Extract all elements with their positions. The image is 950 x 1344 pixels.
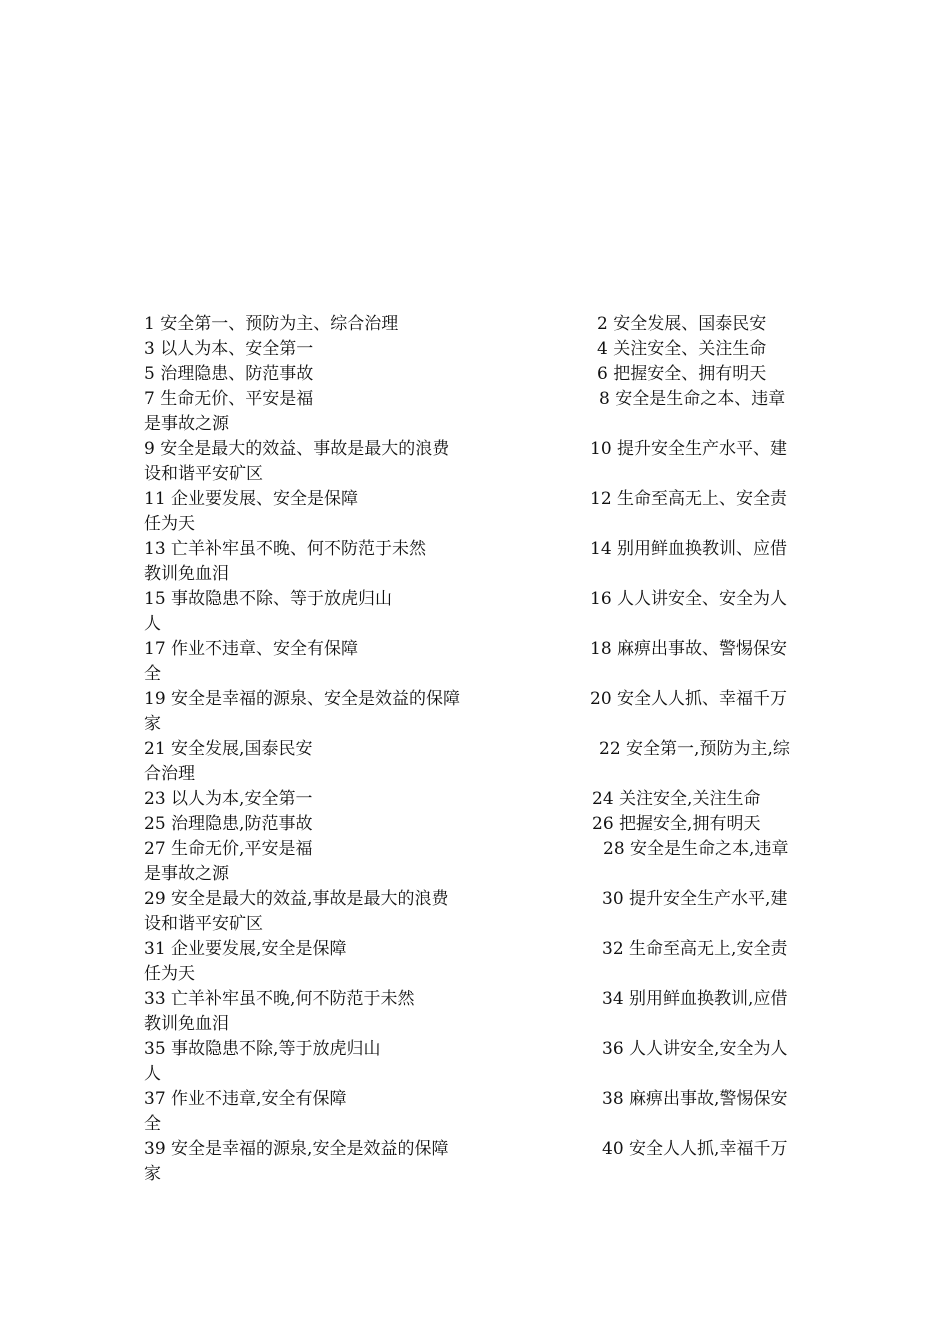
line-left-text: 23 以人为本,安全第一	[144, 789, 313, 809]
line-left-text: 3 以人为本、安全第一	[144, 339, 314, 359]
line-left-text: 39 安全是幸福的源泉,安全是效益的保障	[144, 1139, 449, 1159]
line-left-text: 人	[144, 1064, 161, 1084]
document-line	[144, 487, 814, 512]
line-left-text: 31 企业要发展,安全是保障	[144, 939, 347, 959]
document-line	[144, 1087, 814, 1112]
document-line	[144, 512, 814, 537]
line-left-text: 17 作业不违章、安全有保障	[144, 639, 359, 659]
document-line	[144, 1162, 814, 1187]
line-left-text: 教训免血泪	[144, 564, 229, 584]
line-left-text: 设和谐平安矿区	[144, 914, 263, 934]
document-line	[144, 862, 814, 887]
document-line	[144, 912, 814, 937]
line-right-text: 36 人人讲安全,安全为人	[602, 1039, 788, 1059]
document-line	[144, 1137, 814, 1162]
document-line	[144, 762, 814, 787]
document-line	[144, 962, 814, 987]
line-left-text: 任为天	[144, 964, 195, 984]
line-left-text: 1 安全第一、预防为主、综合治理	[144, 314, 399, 334]
line-left-text: 是事故之源	[144, 864, 229, 884]
line-left-text: 是事故之源	[144, 414, 229, 434]
line-left-text: 33 亡羊补牢虽不晚,何不防范于未然	[144, 989, 415, 1009]
document-line	[144, 887, 814, 912]
document-line	[144, 837, 814, 862]
line-right-text: 2 安全发展、国泰民安	[597, 314, 767, 334]
document-line	[144, 787, 814, 812]
document-line	[144, 987, 814, 1012]
document-line	[144, 637, 814, 662]
line-left-text: 35 事故隐患不除,等于放虎归山	[144, 1039, 381, 1059]
line-left-text: 19 安全是幸福的源泉、安全是效益的保障	[144, 689, 461, 709]
line-left-text: 21 安全发展,国泰民安	[144, 739, 313, 759]
line-right-text: 28 安全是生命之本,违章	[603, 839, 789, 859]
slogan-list	[144, 312, 814, 1187]
document-line	[144, 387, 814, 412]
line-right-text: 22 安全第一,预防为主,综	[599, 739, 790, 759]
line-right-text: 4 关注安全、关注生命	[597, 339, 767, 359]
line-right-text: 10 提升安全生产水平、建	[590, 439, 788, 459]
line-left-text: 合治理	[144, 764, 195, 784]
line-right-text: 24 关注安全,关注生命	[592, 789, 761, 809]
line-left-text: 全	[144, 664, 161, 684]
line-right-text: 12 生命至高无上、安全责	[590, 489, 788, 509]
line-left-text: 15 事故隐患不除、等于放虎归山	[144, 589, 393, 609]
document-line	[144, 1112, 814, 1137]
document-line	[144, 737, 814, 762]
line-left-text: 任为天	[144, 514, 195, 534]
line-right-text: 14 别用鲜血换教训、应借	[590, 539, 788, 559]
line-left-text: 全	[144, 1114, 161, 1134]
line-right-text: 38 麻痹出事故,警惕保安	[602, 1089, 788, 1109]
line-left-text: 5 治理隐患、防范事故	[144, 364, 314, 384]
line-left-text: 家	[144, 1164, 161, 1184]
line-right-text: 34 别用鲜血换教训,应借	[602, 989, 788, 1009]
line-left-text: 家	[144, 714, 161, 734]
line-left-text: 7 生命无价、平安是福	[144, 389, 314, 409]
document-line	[144, 937, 814, 962]
line-right-text: 6 把握安全、拥有明天	[597, 364, 767, 384]
line-right-text: 20 安全人人抓、幸福千万	[590, 689, 788, 709]
document-line	[144, 1012, 814, 1037]
document-line	[144, 562, 814, 587]
line-left-text: 25 治理隐患,防范事故	[144, 814, 313, 834]
document-line	[144, 537, 814, 562]
line-right-text: 8 安全是生命之本、违章	[599, 389, 786, 409]
line-right-text: 30 提升安全生产水平,建	[602, 889, 788, 909]
line-left-text: 9 安全是最大的效益、事故是最大的浪费	[144, 439, 450, 459]
document-line	[144, 587, 814, 612]
document-line	[144, 712, 814, 737]
line-right-text: 32 生命至高无上,安全责	[602, 939, 788, 959]
document-line	[144, 687, 814, 712]
document-line	[144, 612, 814, 637]
document-line	[144, 362, 814, 387]
line-right-text: 26 把握安全,拥有明天	[592, 814, 761, 834]
line-left-text: 37 作业不违章,安全有保障	[144, 1089, 347, 1109]
line-left-text: 设和谐平安矿区	[144, 464, 263, 484]
document-line	[144, 1062, 814, 1087]
document-line	[144, 662, 814, 687]
line-left-text: 13 亡羊补牢虽不晚、何不防范于未然	[144, 539, 427, 559]
document-line	[144, 412, 814, 437]
line-left-text: 27 生命无价,平安是福	[144, 839, 313, 859]
document-line	[144, 812, 814, 837]
line-left-text: 11 企业要发展、安全是保障	[144, 489, 359, 509]
line-right-text: 18 麻痹出事故、警惕保安	[590, 639, 788, 659]
line-left-text: 人	[144, 614, 161, 634]
line-left-text: 29 安全是最大的效益,事故是最大的浪费	[144, 889, 449, 909]
document-line	[144, 437, 814, 462]
line-right-text: 16 人人讲安全、安全为人	[590, 589, 788, 609]
document-line	[144, 462, 814, 487]
document-line	[144, 312, 814, 337]
line-right-text: 40 安全人人抓,幸福千万	[602, 1139, 788, 1159]
document-line	[144, 337, 814, 362]
document-line	[144, 1037, 814, 1062]
line-left-text: 教训免血泪	[144, 1014, 229, 1034]
